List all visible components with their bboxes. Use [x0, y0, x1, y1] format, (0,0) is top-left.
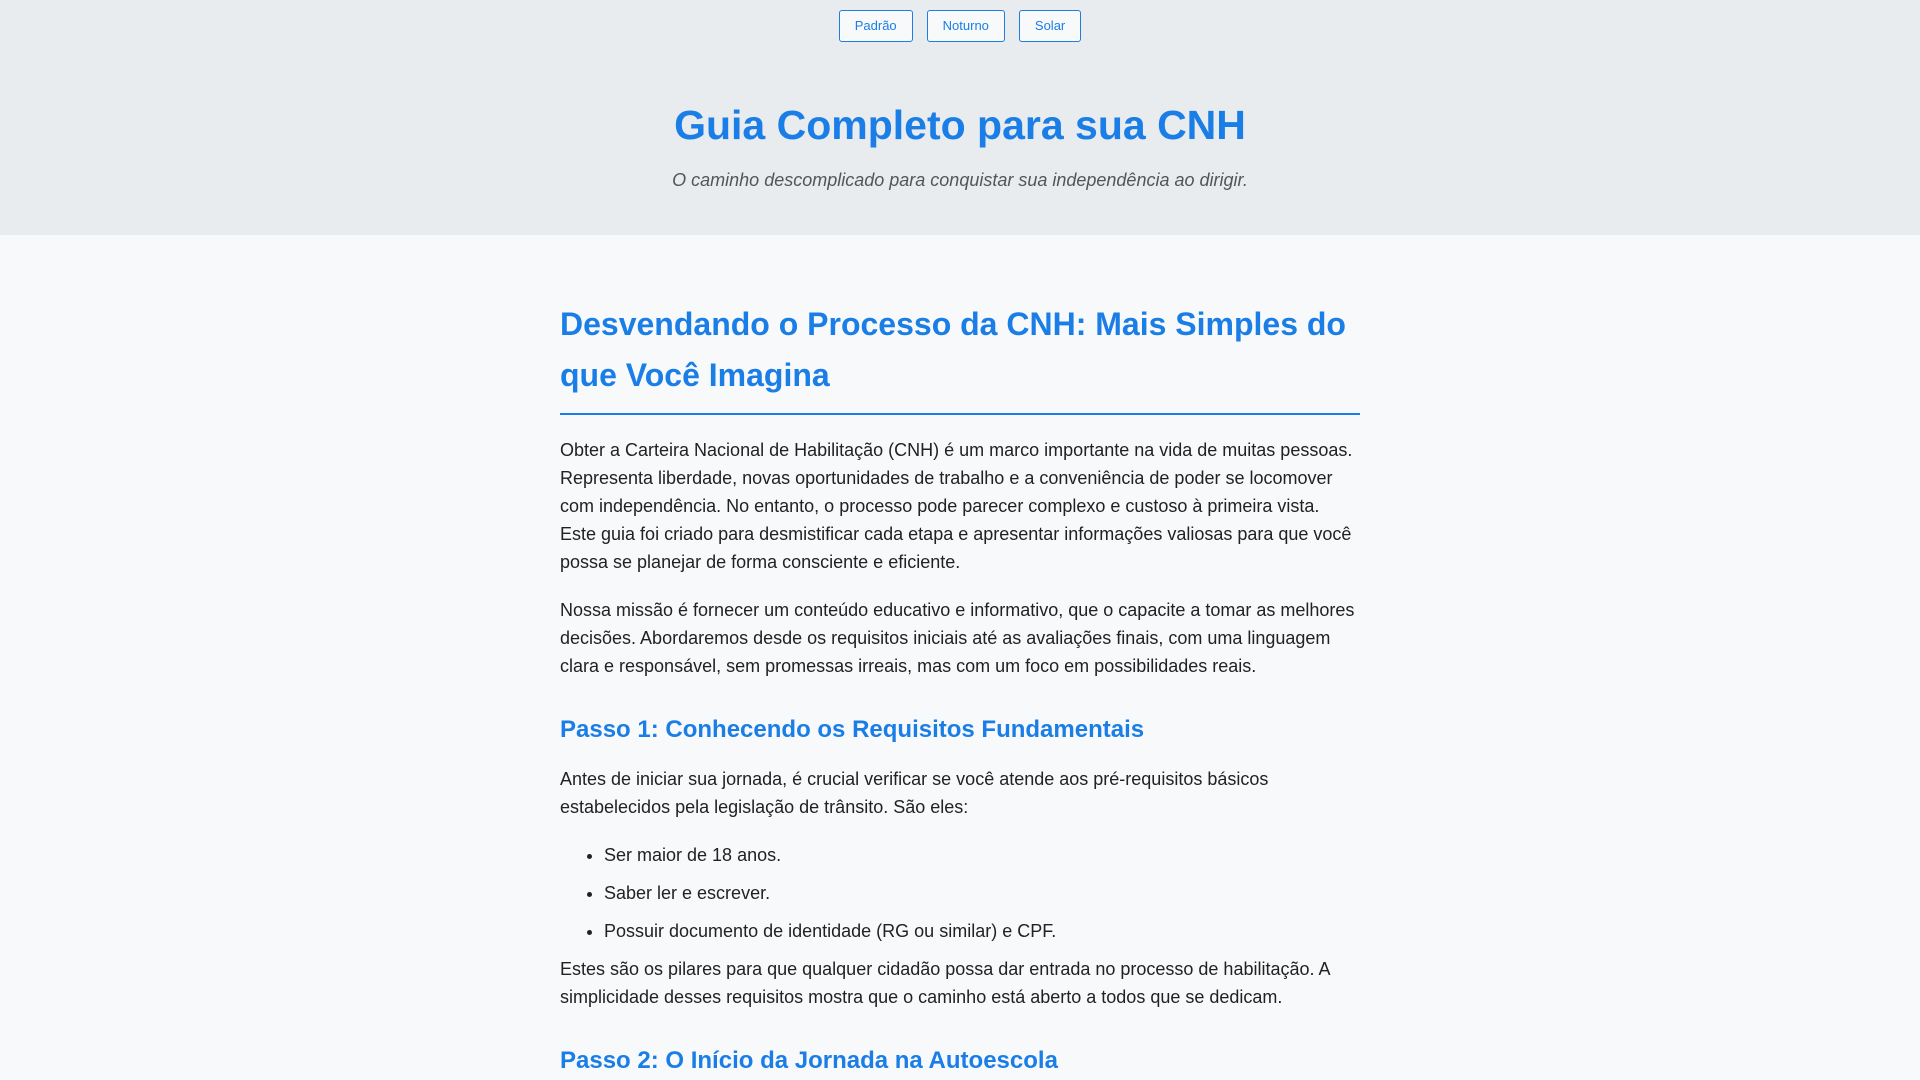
requirements-list [560, 841, 1360, 945]
site-tagline: O caminho descomplicado para conquistar sua independência ao dirigir. [672, 170, 1248, 190]
step2-heading: Passo 2: O Início da Jornada na Autoescola [560, 1047, 1058, 1074]
article-content [560, 235, 1360, 1078]
intro-paragraph: Obter a Carteira Nacional de Habilitação (CNH) é um marco importante na vida de muitas pessoas. Representa liberdade, novas oportunidades de trabalho e a conveniência de poder se locomover com independência. No entanto, o processo pode parecer complexo e custoso à primeira vista. Este guia foi criado para desmistificar cada etapa e apresentar informações valiosas para que você possa se planejar de forma consciente e eficiente. [560, 440, 1353, 572]
site-header [0, 0, 1920, 235]
step1-heading: Passo 1: Conhecendo os Requisitos Fundamentais [560, 716, 1145, 743]
step1-intro: Antes de iniciar sua jornada, é crucial verificar se você atende aos pré-requisitos básicos estabelecidos pela legislação de trânsito. São eles: [560, 769, 1269, 817]
requirement-item: • Possuir documento de identidade (RG ou similar) e CPF. [604, 917, 1360, 945]
theme-button-solar[interactable]: Solar [1019, 10, 1081, 42]
site-title: Guia Completo para sua CNH [674, 102, 1246, 148]
article-title: Desvendando o Processo da CNH: Mais Simples do que Você Imagina [560, 299, 1360, 415]
theme-button-night[interactable]: Noturno [927, 10, 1005, 42]
theme-switcher [0, 10, 1920, 42]
requirement-item: • Saber ler e escrever. [604, 879, 1360, 907]
intro-paragraph: Nossa missão é fornecer um conteúdo educativo e informativo, que o capacite a tomar as melhores decisões. Abordaremos desde os requisitos iniciais até as avaliações finais, com uma linguagem clara e responsável, sem promessas irreais, mas com um foco em possibilidades reais. [560, 600, 1355, 676]
theme-button-default[interactable]: Padrão [839, 10, 913, 42]
requirement-item: • Ser maior de 18 anos. [604, 841, 1360, 869]
step1-outro: Estes são os pilares para que qualquer cidadão possa dar entrada no processo de habilitação. A simplicidade desses requisitos mostra que o caminho está aberto a todos que se dedicam. [560, 959, 1330, 1007]
